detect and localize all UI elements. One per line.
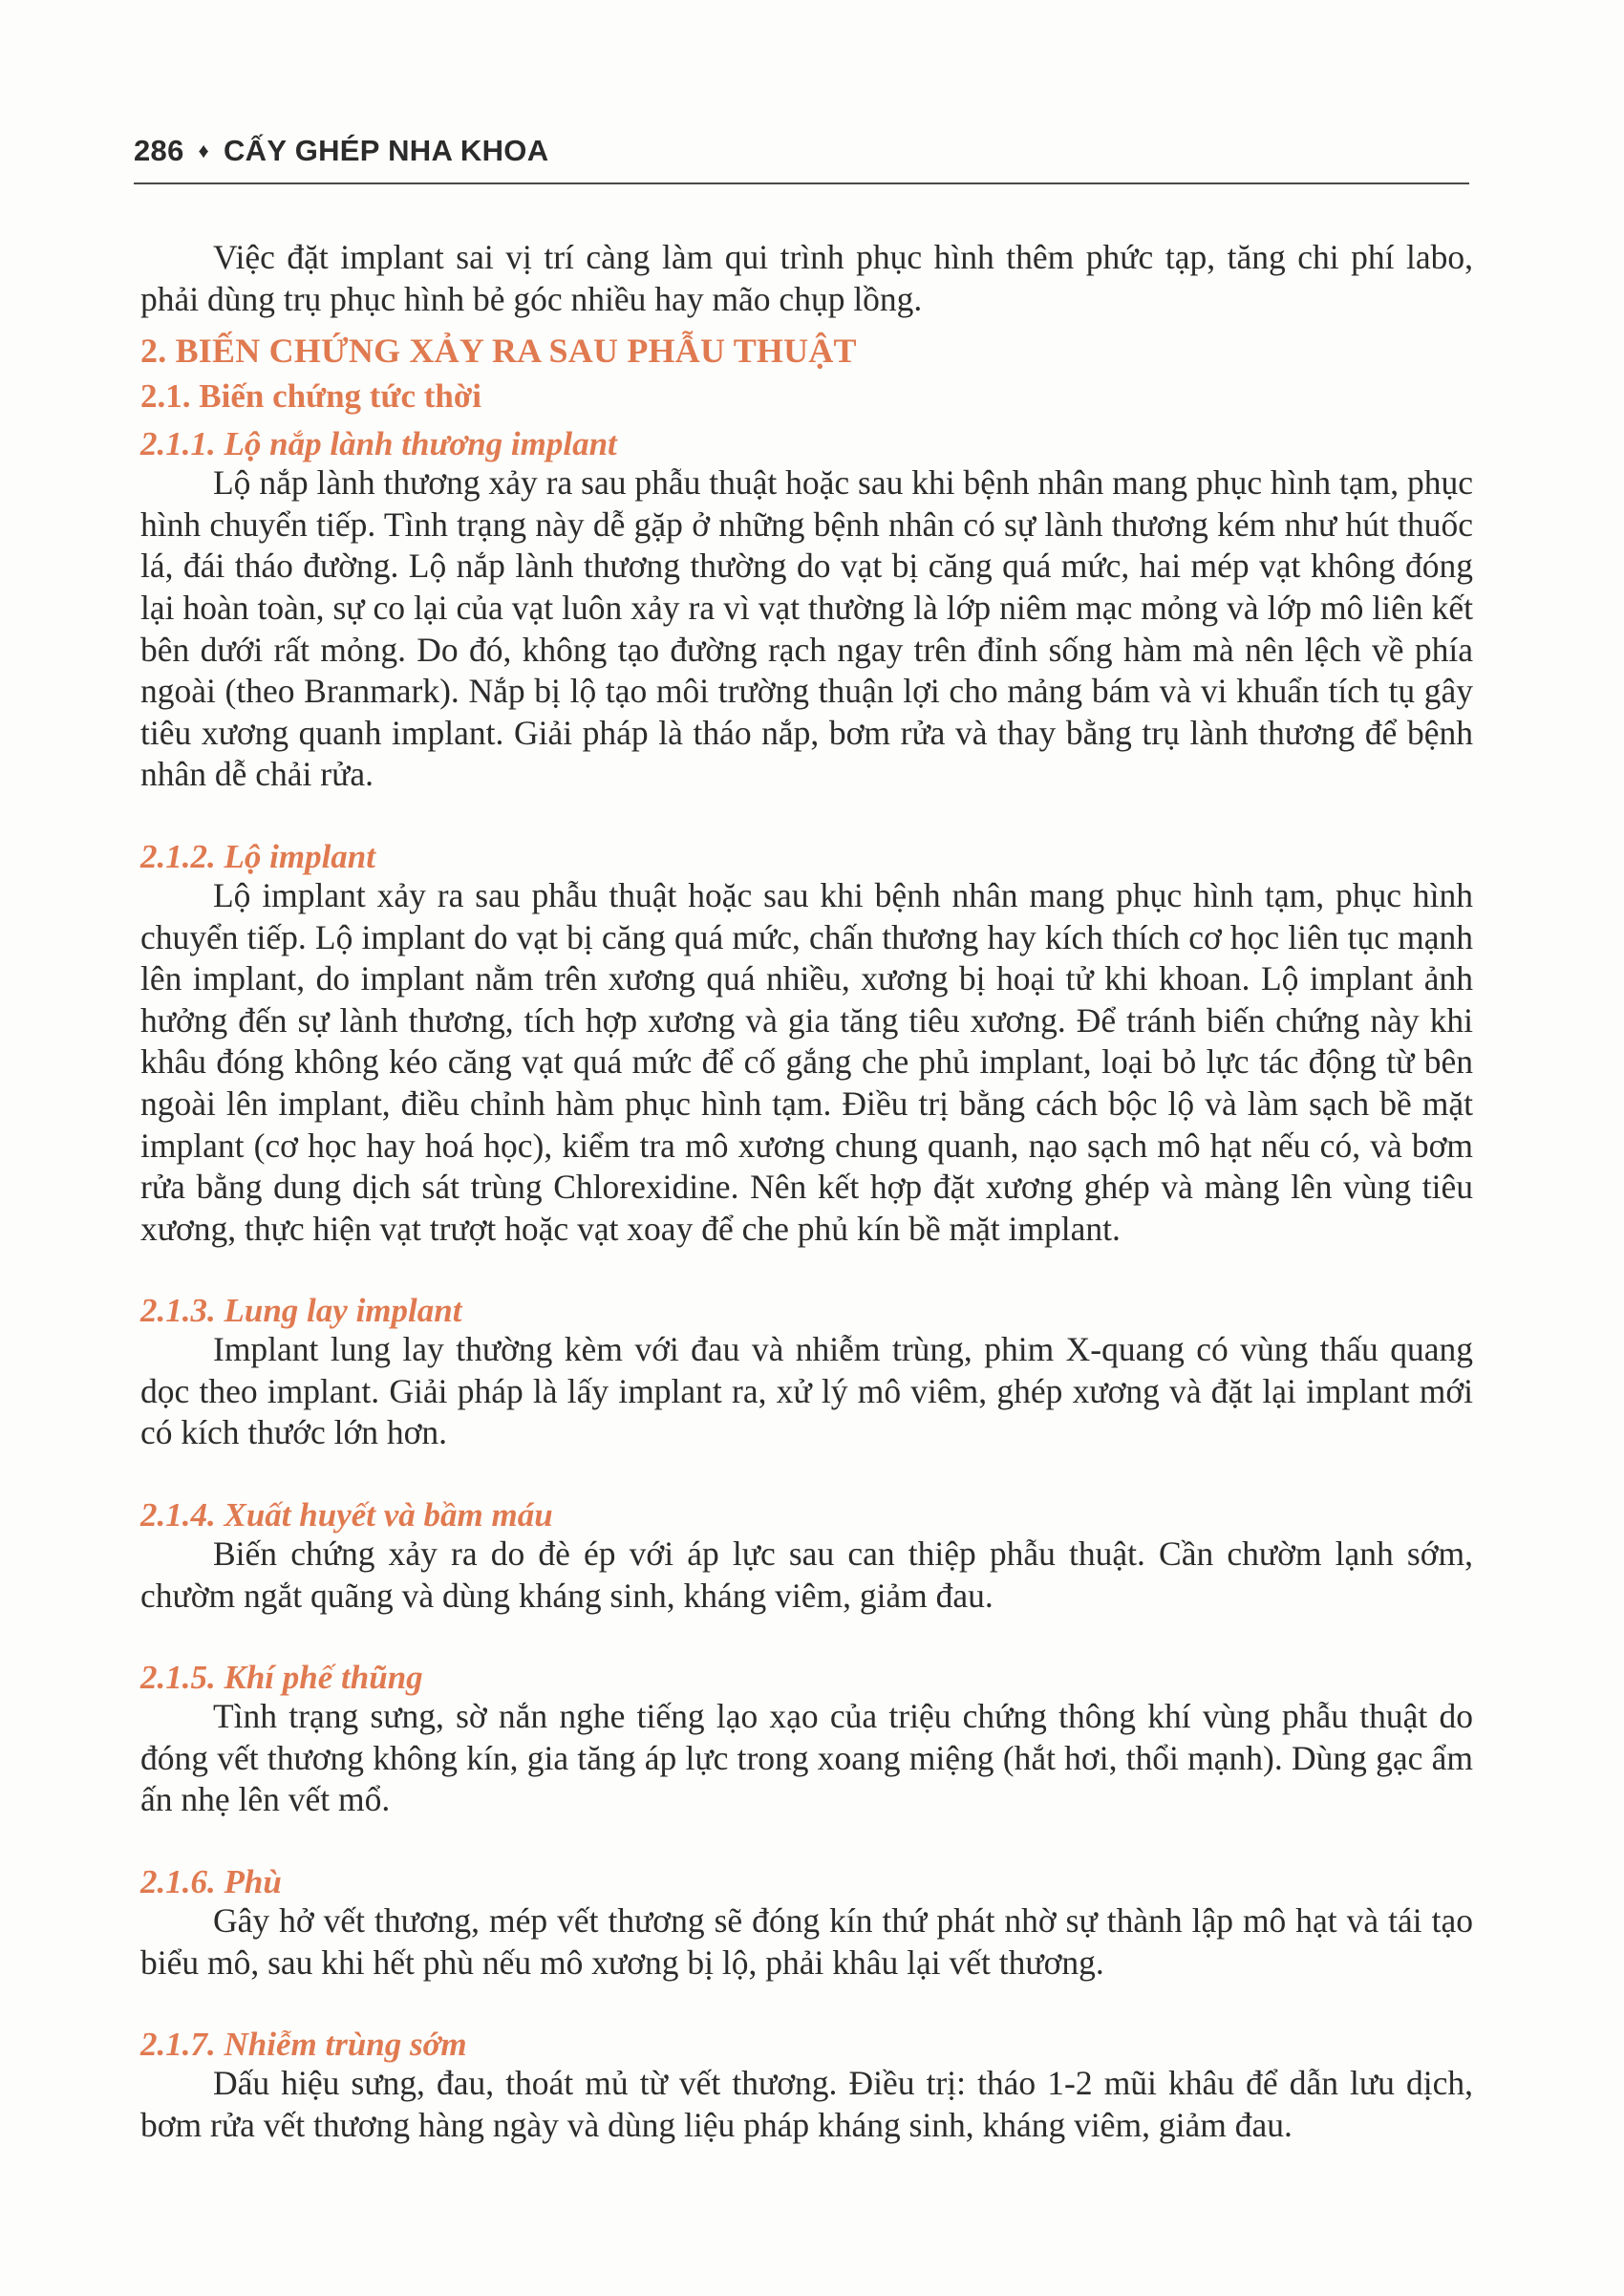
item-paragraph: Implant lung lay thường kèm với đau và nhiễm trùng, phim X-quang có vùng thấu quang dọc theo implant. Giải pháp là lấy implant ra, xử lý mô viêm, ghép xương và đặt lại implant mới có kích thước lớn hơn.	[140, 1330, 1473, 1452]
item-2-1-1	[140, 423, 1473, 796]
item-paragraph: Lộ implant xảy ra sau phẫu thuật hoặc sau khi bệnh nhân mang phục hình tạm, phục hình chuyển tiếp. Lộ implant do vạt bị căng quá mức, chấn thương hay kích thích cơ học liên tục mạnh lên implant, do implant nằm trên xương quá nhiều, xương bị hoại tử khi khoan. Lộ implant ảnh hưởng đến sự lành thương, tích hợp xương và gia tăng tiêu xương. Để tránh biến chứng này khi khâu đóng không kéo căng vạt quá mức để cố gắng che phủ implant, loại bỏ lực tác động từ bên ngoài lên implant, điều chỉnh hàm phục hình tạm. Điều trị bằng cách bộc lộ và làm sạch bề mặt implant (cơ học hay hoá học), kiểm tra mô xương chung quanh, nạo sạch mô hạt nếu có, và bơm rửa bằng dung dịch sát trùng Chlorexidine. Nên kết hợp đặt xương ghép và màng lên vùng tiêu xương, thực hiện vạt trượt hoặc vạt xoay để che phủ kín bề mặt implant.	[140, 875, 1473, 1248]
item-paragraph: Biến chứng xảy ra do đè ép với áp lực sau can thiệp phẫu thuật. Cần chườm lạnh sớm, chườm ngắt quãng và dùng kháng sinh, kháng viêm, giảm đau.	[140, 1534, 1473, 1615]
item-heading: 2.1.7. Nhiễm trùng sớm	[140, 2026, 467, 2064]
item-2-1-3	[140, 1290, 1473, 1454]
item-heading: 2.1.1. Lộ nắp lành thương implant	[140, 425, 617, 463]
item-heading: 2.1.6. Phù	[140, 1863, 282, 1901]
section-spacer	[140, 1617, 1473, 1657]
section-spacer	[140, 1454, 1473, 1494]
intro-paragraph: Việc đặt implant sai vị trí càng làm qui trình phục hình thêm phức tạp, tăng chi phí labo, phải dùng trụ phục hình bẻ góc nhiều hay mão chụp lồng.	[140, 238, 1473, 318]
item-2-1-7	[140, 2024, 1473, 2146]
item-heading: 2.1.2. Lộ implant	[140, 837, 375, 875]
item-2-1-6	[140, 1861, 1473, 1984]
item-paragraph: Tình trạng sưng, sờ nắn nghe tiếng lạo xạo của triệu chứng thông khí vùng phẫu thuật do đóng vết thương không kín, gia tăng áp lực trong xoang miệng (hắt hơi, thổi mạnh). Dùng gạc ẩm ấn nhẹ lên vết mổ.	[140, 1697, 1473, 1819]
running-header	[134, 134, 1471, 168]
book-title: CẤY GHÉP NHA KHOA	[224, 134, 549, 167]
item-2-1-2	[140, 836, 1473, 1250]
section-spacer	[140, 1821, 1473, 1861]
item-heading: 2.1.5. Khí phế thũng	[140, 1659, 423, 1697]
item-heading: 2.1.4. Xuất huyết và bầm máu	[140, 1496, 553, 1534]
section-spacer	[140, 1984, 1473, 2024]
section-heading: 2. BIẾN CHỨNG XẢY RA SAU PHẪU THUẬT	[140, 332, 857, 371]
item-2-1-5	[140, 1657, 1473, 1821]
item-2-1-4	[140, 1494, 1473, 1617]
item-paragraph: Dấu hiệu sưng, đau, thoát mủ từ vết thương. Điều trị: tháo 1-2 mũi khâu để dẫn lưu dịch, bơm rửa vết thương hàng ngày và dùng liệu pháp kháng sinh, kháng viêm, giảm đau.	[140, 2064, 1473, 2144]
header-divider	[134, 182, 1469, 184]
item-paragraph: Lộ nắp lành thương xảy ra sau phẫu thuật hoặc sau khi bệnh nhân mang phục hình tạm, phục hình chuyển tiếp. Tình trạng này dễ gặp ở những bệnh nhân có sự lành thương kém như hút thuốc lá, đái tháo đường. Lộ nắp lành thương thường do vạt bị căng quá mức, hai mép vạt không đóng lại hoàn toàn, sự co lại của vạt luôn xảy ra vì vạt thường là lớp niêm mạc mỏng và lớp mô liên kết bên dưới rất mỏng. Do đó, không tạo đường rạch ngay trên đỉnh sống hàm mà nên lệch về phía ngoài (theo Branmark). Nắp bị lộ tạo môi trường thuận lợi cho mảng bám và vi khuẩn tích tụ gây tiêu xương quanh implant. Giải pháp là tháo nắp, bơm rửa và thay bằng trụ lành thương để bệnh nhân dễ chải rửa.	[140, 463, 1473, 794]
diamond-separator-icon: ♦	[198, 139, 210, 162]
item-heading: 2.1.3. Lung lay implant	[140, 1292, 462, 1330]
section-spacer	[140, 1250, 1473, 1290]
item-paragraph: Gây hở vết thương, mép vết thương sẽ đóng kín thứ phát nhờ sự thành lập mô hạt và tái tạo biểu mô, sau khi hết phù nếu mô xương bị lộ, phải khâu lại vết thương.	[140, 1901, 1473, 1982]
section-spacer	[140, 796, 1473, 836]
page-content	[140, 237, 1473, 2146]
subsection-heading: 2.1. Biến chứng tức thời	[140, 377, 481, 416]
page-number: 286	[134, 134, 184, 167]
